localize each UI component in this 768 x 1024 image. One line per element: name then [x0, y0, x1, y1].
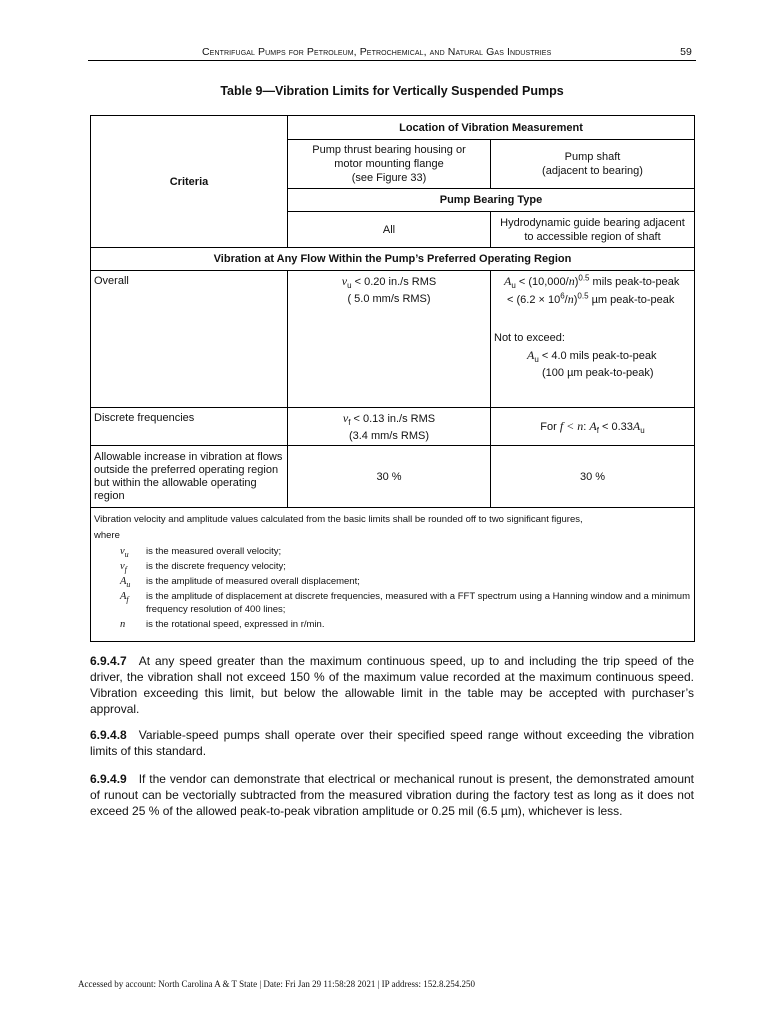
discrete-shaft-colon: : — [583, 421, 590, 433]
discrete-shaft-expr: f < n — [559, 419, 584, 433]
overall-housing-line-2: ( 5.0 mm/s RMS) — [347, 293, 431, 305]
symbol: A — [120, 576, 127, 587]
overall-shaft-text-1b: ) — [574, 276, 579, 288]
vibration-limits-table — [90, 115, 695, 642]
overall-label: Overall — [91, 271, 288, 408]
symbol-sub: f — [126, 595, 129, 605]
symbol-sub: u — [126, 580, 131, 590]
discrete-shaft-value — [491, 408, 695, 446]
definition-text: is the amplitude of measured overall displacement; — [146, 576, 360, 587]
symbol: v — [120, 561, 125, 572]
overall-housing-value — [288, 271, 491, 408]
symbol-sub: u — [640, 426, 645, 436]
symbol-au: A — [504, 274, 512, 288]
definition-text: is the measured overall velocity; — [146, 546, 282, 557]
discrete-housing-line-1 — [291, 411, 487, 426]
symbol-n: n — [568, 274, 575, 288]
definition-row — [94, 618, 690, 631]
discrete-housing-text-1: < 0.13 in./s RMS — [350, 413, 436, 425]
discrete-housing-line-2: (3.4 mm/s RMS) — [348, 430, 430, 442]
paragraph-6-9-4-8 — [90, 727, 694, 759]
paragraph-6-9-4-9 — [90, 771, 694, 819]
exponent: 0.5 — [578, 273, 590, 283]
where-label: where — [94, 530, 120, 541]
discrete-label: Discrete frequencies — [91, 408, 288, 446]
bearing-hydrodynamic — [491, 212, 695, 248]
overall-shaft-text-2a: < (6.2 × 10 — [507, 294, 561, 306]
definition-symbol — [94, 618, 146, 631]
discrete-shaft-cmp: < 0.33 — [598, 421, 633, 433]
symbol-au: A — [632, 419, 641, 433]
symbol-sub: u — [534, 355, 539, 365]
location-header: Location of Vibration Measurement — [288, 116, 695, 140]
overall-shaft-line-2 — [494, 292, 691, 307]
symbol-au: A — [527, 348, 535, 362]
overall-shaft-text-2d: µm peak-to-peak — [588, 294, 675, 306]
bearing-hydro-line-1: Hydrodynamic guide bearing adjacent — [500, 216, 685, 229]
discrete-shaft-for: For — [540, 421, 560, 433]
book-title: Centrifugal Pumps for Petroleum, Petrochemical, and Natural Gas Industries — [202, 46, 552, 58]
section-number: 6.9.4.7 — [90, 654, 127, 668]
discrete-housing-value — [288, 408, 491, 446]
overall-shaft-text-2b: / — [564, 294, 568, 306]
symbol-vu: v — [341, 274, 348, 288]
not-to-exceed-line-1 — [494, 348, 691, 363]
exponent: 6 — [560, 291, 565, 301]
symbol-sub: u — [124, 550, 129, 560]
rounding-note: Vibration velocity and amplitude values calculated from the basic limits shall be rounded off to two significant figures, — [94, 514, 583, 525]
table-notes — [91, 508, 695, 642]
symbol: A — [120, 591, 127, 602]
overall-shaft-text-2c: ) — [573, 294, 578, 306]
shaft-col-line-1: Pump shaft — [564, 151, 621, 163]
housing-col-line-1: Pump thrust bearing housing or — [312, 144, 466, 156]
overall-housing-text-1: < 0.20 in./s RMS — [351, 276, 437, 288]
symbol-af: A — [589, 419, 597, 433]
symbol-sub: f — [124, 565, 127, 575]
housing-col-line-3: (see Figure 33) — [351, 172, 427, 184]
table-caption: Table 9—Vibration Limits for Vertically Suspended Pumps — [220, 84, 564, 98]
housing-col-line-2: motor mounting flange — [334, 158, 444, 170]
increase-label: Allowable increase in vibration at flows outside the preferred operating region but within the allowable operating region — [91, 446, 288, 508]
overall-shaft-value — [491, 271, 695, 408]
increase-housing-value: 30 % — [288, 446, 491, 508]
exponent: 0.5 — [577, 291, 589, 301]
overall-shaft-text-1a: < (10,000/ — [515, 276, 569, 288]
not-to-exceed-line-2: (100 µm peak-to-peak) — [542, 367, 654, 379]
definition-row — [94, 560, 690, 573]
bearing-type-header: Pump Bearing Type — [288, 189, 695, 212]
increase-shaft-value: 30 % — [491, 446, 695, 508]
overall-housing-line-1 — [291, 274, 487, 289]
bearing-hydro-line-2: to accessible region of shaft — [524, 230, 661, 243]
vibration-region-header: Vibration at Any Flow Within the Pump’s Preferred Operating Region — [91, 248, 695, 271]
definition-symbol — [94, 545, 146, 558]
access-footer: Accessed by account: North Carolina A & T State | Date: Fri Jan 29 11:58:28 2021 | IP address: 152.8.254.250 — [78, 979, 476, 989]
definition-row — [94, 575, 690, 588]
bearing-all: All — [288, 212, 491, 248]
definition-text: is the discrete frequency velocity; — [146, 561, 286, 572]
symbol-vf: v — [342, 411, 349, 425]
not-to-exceed-text-1: < 4.0 mils peak-to-peak — [538, 350, 657, 362]
shaft-column-header — [491, 140, 695, 189]
symbol-n: n — [567, 292, 574, 306]
symbol: v — [120, 546, 125, 557]
housing-column-header — [288, 140, 491, 189]
definition-symbol — [94, 590, 146, 616]
criteria-header: Criteria — [91, 116, 288, 248]
section-number: 6.9.4.8 — [90, 728, 127, 742]
definition-row — [94, 545, 690, 558]
spacer — [494, 307, 691, 331]
definition-text: is the amplitude of displacement at discrete frequencies, measured with a FFT spectrum using a Hanning window and a minimum frequency resolution of 400 lines; — [146, 591, 690, 615]
symbol: n — [120, 619, 126, 630]
paragraph-text: Variable-speed pumps shall operate over their specified speed range without exceeding the vibration limits of this standard. — [90, 728, 694, 758]
definition-row — [94, 590, 690, 616]
symbol-sub: f — [348, 418, 351, 428]
paragraph-text: If the vendor can demonstrate that electrical or mechanical runout is present, the demonstrated amount of runout can be vectorially subtracted from the measured vibration during the factory test as long as it does not exceed 25 % of the allowed peak-to-peak vibration amplitude or 0.25 mil (6.5 µm), whichever is less. — [90, 772, 694, 818]
running-header — [88, 44, 696, 61]
paragraph-text: At any speed greater than the maximum continuous speed, up to and including the trip speed of the driver, the vibration shall not exceed 150 % of the maximum value recorded at the maximum continuous speed. Vibration exceeding this limit, but below the allowable limit in the table may be accepted with purchaser’s approval. — [90, 654, 694, 716]
overall-shaft-text-1c: mils peak-to-peak — [589, 276, 680, 288]
definition-symbol — [94, 560, 146, 573]
overall-shaft-line-1 — [494, 274, 691, 289]
symbol-sub: f — [596, 426, 599, 436]
page-number: 59 — [680, 46, 692, 58]
not-to-exceed-label: Not to exceed: — [494, 332, 565, 344]
definition-text: is the rotational speed, expressed in r/min. — [146, 619, 325, 630]
section-number: 6.9.4.9 — [90, 772, 127, 786]
shaft-col-line-2: (adjacent to bearing) — [542, 165, 643, 177]
symbol-sub: u — [511, 281, 516, 291]
symbol-sub: u — [347, 281, 352, 291]
paragraph-6-9-4-7 — [90, 653, 694, 717]
definition-symbol — [94, 575, 146, 588]
